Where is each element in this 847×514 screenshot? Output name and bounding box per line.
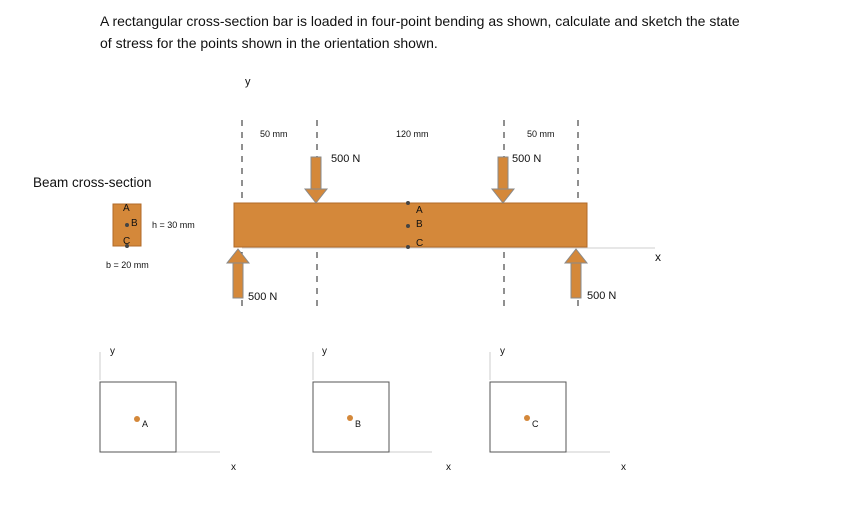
beam-point-b-marker (406, 224, 410, 228)
cross-section-point-a-label: A (123, 203, 130, 214)
beam-point-a-label: A (416, 205, 423, 216)
beam-point-c-marker (406, 245, 410, 249)
element-a-point-label: A (142, 419, 149, 429)
cross-section-width-label: b = 20 mm (106, 260, 149, 270)
load-arrow-right (492, 157, 514, 203)
reaction-right-label: 500 N (587, 290, 617, 302)
cross-section-point-c-label: C (123, 236, 131, 247)
element-c-point-label: C (532, 419, 539, 429)
element-b-point-marker (347, 415, 353, 421)
element-c-point-marker (524, 415, 530, 421)
problem-line-1: A rectangular cross-section bar is loaded in four-point bending as shown, calculate and sketch the state (100, 13, 740, 29)
reaction-arrow-right (565, 249, 587, 298)
reaction-arrow-left (227, 249, 249, 298)
dim-middle-label: 120 mm (396, 129, 429, 139)
element-c-y-label: y (500, 346, 505, 357)
element-a-x-label: x (231, 462, 236, 473)
cross-section-height-label: h = 30 mm (152, 220, 195, 230)
reaction-left-label: 500 N (248, 291, 278, 303)
cross-section-point-b-label: B (131, 218, 138, 229)
beam-y-label: y (245, 76, 251, 88)
element-b-y-label: y (322, 346, 327, 357)
cross-section-title: Beam cross-section (33, 175, 152, 190)
element-b-point-label: B (355, 419, 362, 429)
load-right-label: 500 N (512, 153, 542, 165)
element-b-x-label: x (446, 462, 451, 473)
element-a-y-label: y (110, 346, 115, 357)
element-c-x-label: x (621, 462, 626, 473)
dim-left-label: 50 mm (260, 129, 288, 139)
cross-section-point-b-marker (125, 223, 129, 227)
load-arrow-left (305, 157, 327, 203)
load-left-label: 500 N (331, 153, 361, 165)
beam-point-b-label: B (416, 219, 423, 230)
beam-point-c-label: C (416, 238, 424, 249)
dim-right-label: 50 mm (527, 129, 555, 139)
element-a-point-marker (134, 416, 140, 422)
beam-x-label: x (655, 250, 661, 264)
beam (234, 203, 587, 247)
problem-line-2: of stress for the points shown in the orientation shown. (100, 35, 438, 51)
beam-point-a-marker (406, 201, 410, 205)
